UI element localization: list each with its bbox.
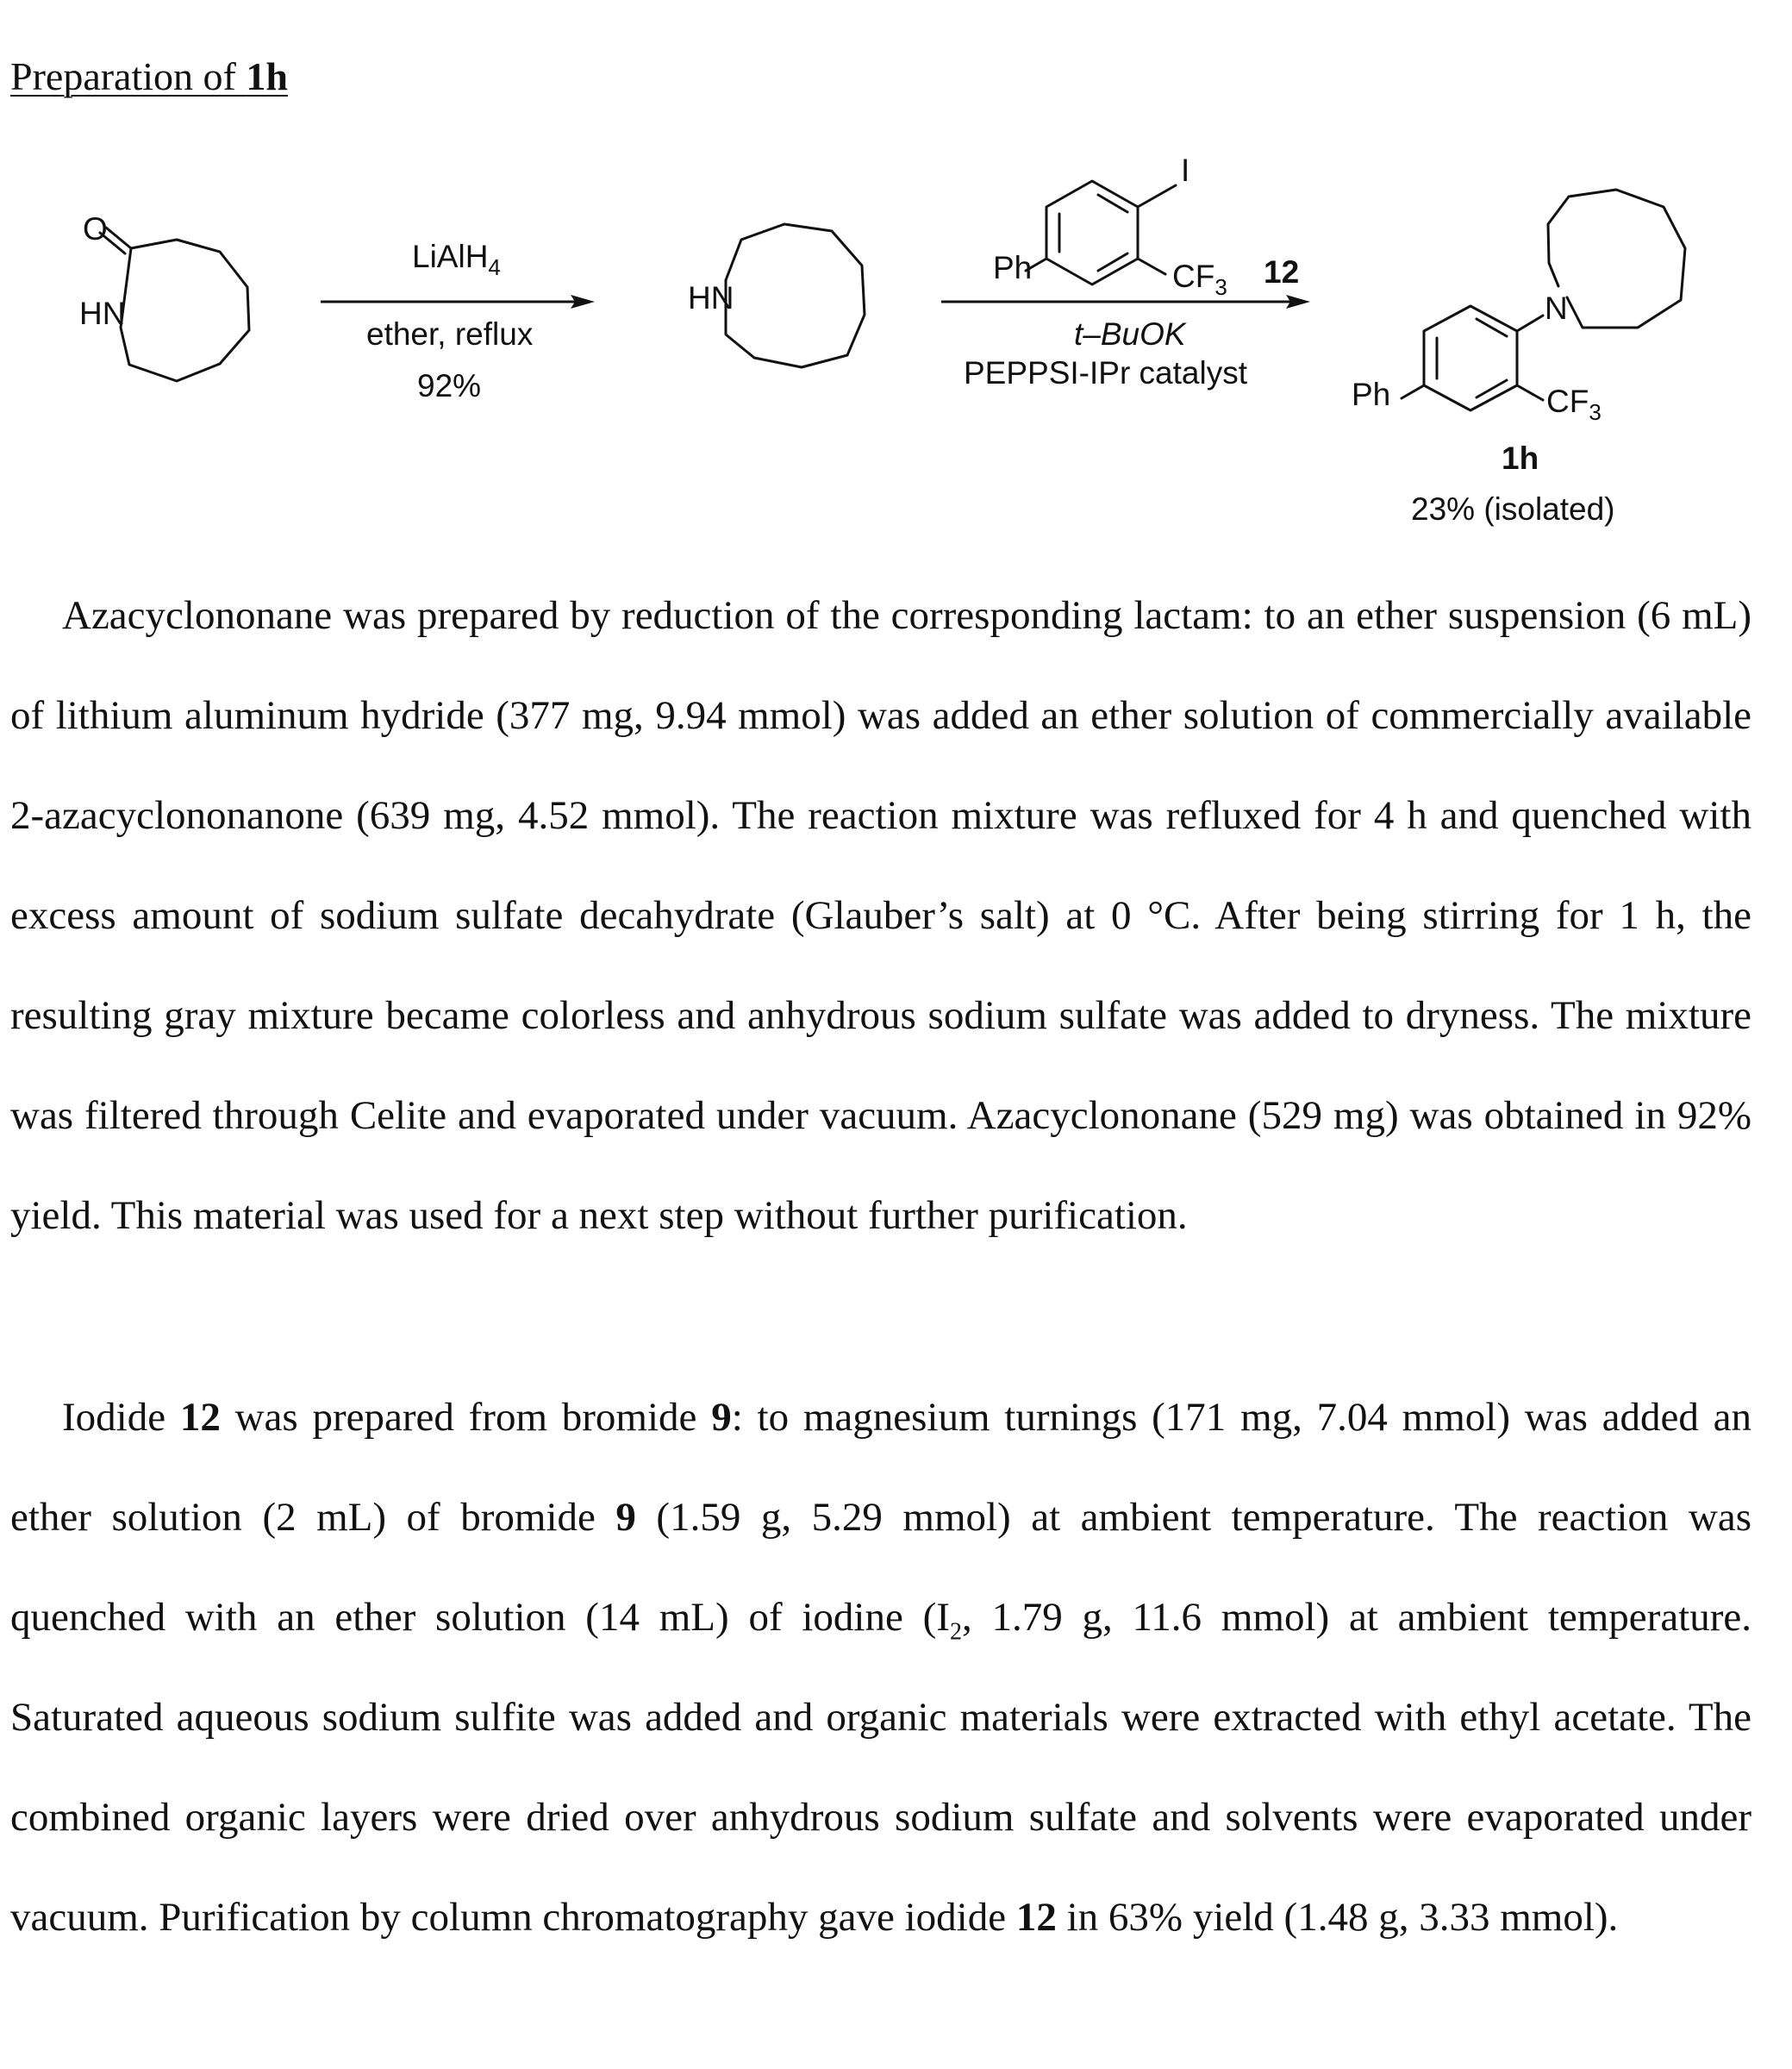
product-yield: 23% (isolated) <box>1411 491 1615 527</box>
condition-catalyst: PEPPSI-IPr catalyst <box>964 355 1247 391</box>
atom-hn-amine: HN <box>688 280 734 316</box>
reaction-scheme <box>0 138 1792 534</box>
p2-text-2: was prepared from bromide <box>220 1395 712 1440</box>
reagent-lialh4: LiAlH$_4$ <box>412 239 501 280</box>
c-i-bond <box>1138 185 1176 207</box>
atom-iodine: I <box>1181 153 1190 188</box>
p2-text-1: Iodide <box>62 1395 180 1440</box>
paragraph-azacyclononane <box>10 566 1751 1266</box>
atom-oxygen: O <box>83 211 108 247</box>
p2-compound-12: 12 <box>179 1395 221 1440</box>
p2-compound-9b: 9 <box>615 1495 636 1540</box>
condition-yield-1: 92% <box>417 368 482 403</box>
heading-compound: 1h <box>246 54 288 98</box>
p2-compound-12b: 12 <box>1015 1895 1057 1940</box>
p2-text-3: : to magnesium turnings (171 mg, 7.04 mmol) was added an ether solution (2 mL) of bromide <box>10 1395 1751 1540</box>
product-azonane-ring <box>1548 190 1685 328</box>
carbonyl-bond-1 <box>106 228 131 248</box>
heading-prefix: Preparation of <box>10 54 247 98</box>
reagent-number: 12 <box>1264 254 1300 290</box>
atom-cf3-reagent: $CF_3$ <box>1172 259 1227 300</box>
section-heading <box>10 53 288 99</box>
p2-text-5: , 1.79 g, 11.6 mmol) at ambient temperature. Saturated aqueous sodium sulfite was added and organic materials were extracted with ethyl acetate. The combined organic layers were dried over anhydrous sodium sulfate and solvents were evaporated under vacuum. Purification by column chromatography gave iodide <box>10 1595 1751 1940</box>
p2-text-6: in 63% yield (1.48 g, 3.33 mmol). <box>1056 1895 1619 1940</box>
azacyclononane-ring <box>726 224 865 367</box>
product-label: 1h <box>1502 441 1539 476</box>
atom-cf3-product: $CF_3$ <box>1546 384 1602 425</box>
p2-compound-9: 9 <box>711 1395 732 1440</box>
condition-base: t–BuOK <box>1074 316 1186 352</box>
condition-solvent: ether, reflux <box>366 316 534 352</box>
p2-iodine-subscript: 2 <box>949 1618 962 1646</box>
paragraph-iodide <box>10 1367 1751 1967</box>
atom-n-product: N <box>1545 291 1568 326</box>
lactam-ring <box>121 240 249 381</box>
atom-ph-product: Ph <box>1352 377 1391 412</box>
p2-text-4: (1.59 g, 5.29 mmol) at ambient temperature. The reaction was quenched with an ether solution (14 mL) of iodine (I <box>10 1495 1751 1640</box>
atom-hn-lactam: HN <box>79 296 126 331</box>
atom-ph-reagent: Ph <box>993 250 1033 285</box>
paragraph-1-text: Azacyclononane was prepared by reduction of the corresponding lactam: to an ether suspension (6 mL) of lithium aluminum hydride (377 mg, 9.94 mmol) was added an ether solution of commercially available 2-azacyclononanone (639 mg, 4.52 mmol). The reaction mixture was refluxed for 4 h and quenched with excess amount of sodium sulfate decahydrate (Glauber’s salt) at 0 °C. After being stirring for 1 h, the resulting gray mixture became colorless and anhydrous sodium sulfate was added to dryness. The mixture was filtered through Celite and evaporated under vacuum. Azacyclononane (529 mg) was obtained in 92% yield. This material was used for a next step without further purification. <box>10 593 1751 1238</box>
